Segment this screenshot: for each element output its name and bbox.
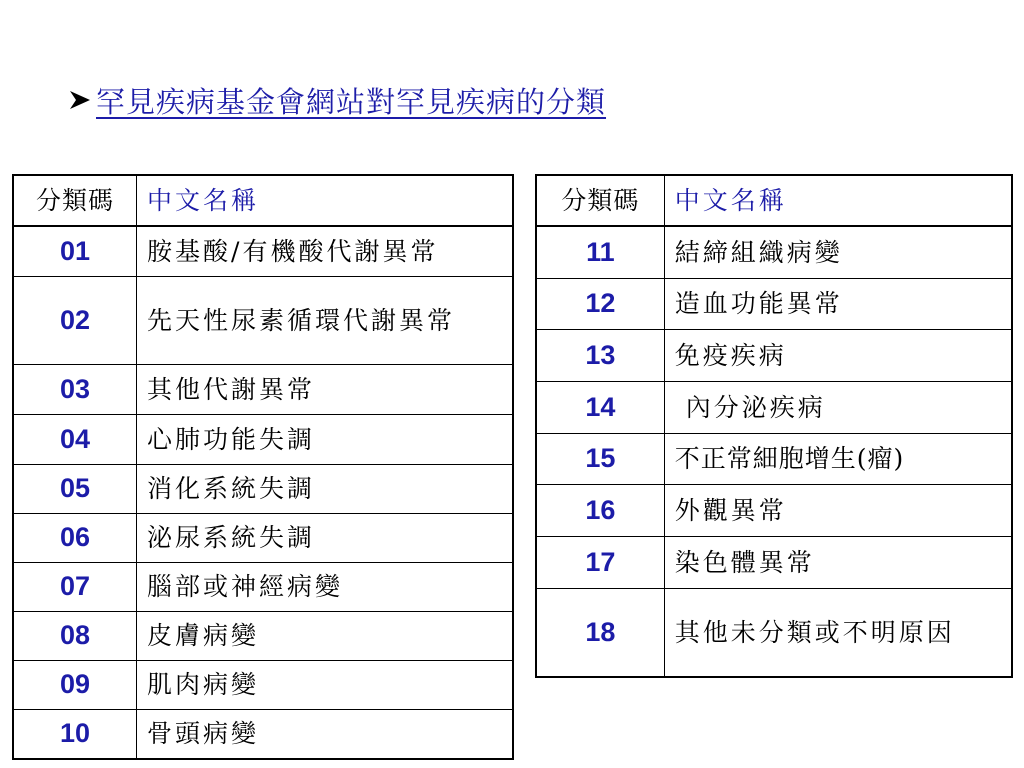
table-header-row	[536, 175, 1012, 226]
category-name: 肌肉病變	[137, 660, 513, 709]
table-row	[13, 611, 513, 660]
table-row	[536, 536, 1012, 588]
table-row	[536, 278, 1012, 329]
table-header-row	[13, 175, 513, 226]
table-row	[13, 364, 513, 414]
category-name: 不正常細胞增生(瘤)	[664, 433, 1012, 484]
arrow-bullet-icon	[68, 88, 92, 112]
table-row	[13, 562, 513, 611]
category-code: 14	[536, 381, 664, 433]
category-name: 皮膚病變	[137, 611, 513, 660]
table-row	[536, 588, 1012, 677]
category-code: 08	[13, 611, 137, 660]
category-name: 免疫疾病	[664, 329, 1012, 381]
table-row	[13, 660, 513, 709]
category-name: 其他代謝異常	[137, 364, 513, 414]
table-row	[13, 226, 513, 276]
category-name: 消化系統失調	[137, 464, 513, 513]
category-name: 骨頭病變	[137, 709, 513, 759]
classification-table-left	[12, 174, 514, 760]
category-name: 其他未分類或不明原因	[664, 588, 1012, 677]
table-row	[13, 709, 513, 759]
header-code: 分類碼	[536, 175, 664, 226]
category-name: 染色體異常	[664, 536, 1012, 588]
header-name: 中文名稱	[137, 175, 513, 226]
category-code: 18	[536, 588, 664, 677]
classification-table-right	[535, 174, 1013, 678]
table-row	[536, 226, 1012, 278]
table-row	[13, 414, 513, 464]
table-row	[536, 381, 1012, 433]
category-code: 15	[536, 433, 664, 484]
header-name: 中文名稱	[664, 175, 1012, 226]
table-row	[13, 513, 513, 562]
slide-title	[68, 78, 606, 122]
category-name: 腦部或神經病變	[137, 562, 513, 611]
category-code: 17	[536, 536, 664, 588]
category-name: 先天性尿素循環代謝異常	[137, 276, 513, 364]
category-code: 16	[536, 484, 664, 536]
table-row	[13, 464, 513, 513]
table-row	[536, 484, 1012, 536]
category-code: 01	[13, 226, 137, 276]
table-row	[536, 329, 1012, 381]
header-code: 分類碼	[13, 175, 137, 226]
slide-title-text: 罕見疾病基金會網站對罕見疾病的分類	[96, 84, 607, 119]
category-code: 03	[13, 364, 137, 414]
category-name: 內分泌疾病	[664, 381, 1012, 433]
category-code: 10	[13, 709, 137, 759]
category-name: 心肺功能失調	[137, 414, 513, 464]
table-row	[536, 433, 1012, 484]
category-name: 結締組織病變	[664, 226, 1012, 278]
category-code: 04	[13, 414, 137, 464]
table-row	[13, 276, 513, 364]
category-code: 13	[536, 329, 664, 381]
category-name: 泌尿系統失調	[137, 513, 513, 562]
category-code: 05	[13, 464, 137, 513]
category-code: 07	[13, 562, 137, 611]
category-code: 06	[13, 513, 137, 562]
category-name: 胺基酸/有機酸代謝異常	[137, 226, 513, 276]
category-code: 11	[536, 226, 664, 278]
category-code: 09	[13, 660, 137, 709]
category-code: 02	[13, 276, 137, 364]
category-name: 造血功能異常	[664, 278, 1012, 329]
category-code: 12	[536, 278, 664, 329]
category-name: 外觀異常	[664, 484, 1012, 536]
